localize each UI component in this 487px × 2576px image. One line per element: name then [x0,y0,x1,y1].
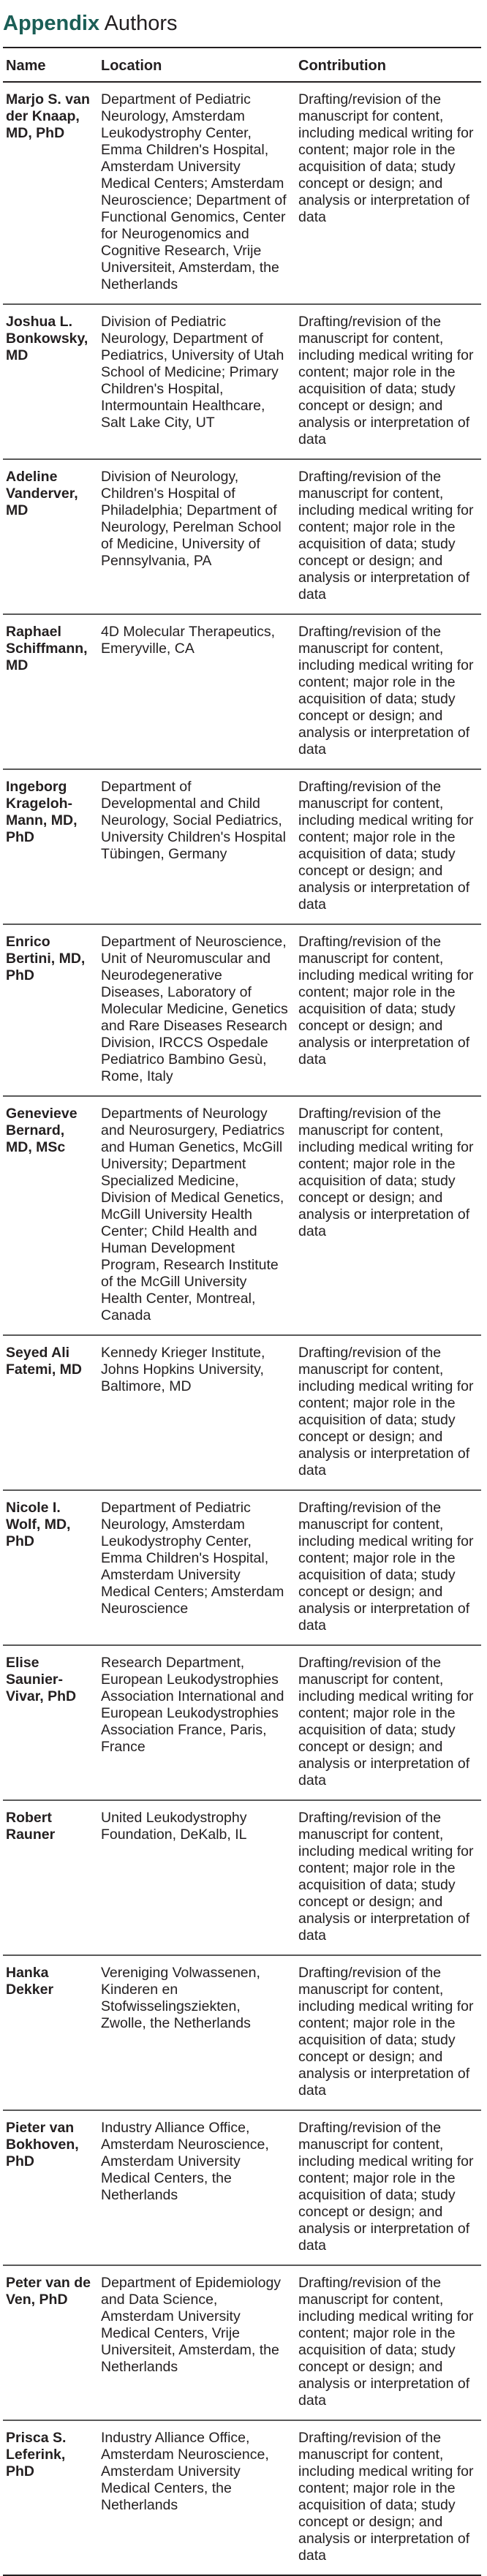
author-contribution: Drafting/revision of the manuscript for content, including medical writing for content; major role in the acquisition of data; study concept or design; and analysis or interpretation of data [295,2110,481,2265]
author-contribution: Drafting/revision of the manuscript for content, including medical writing for content; major role in the acquisition of data; study concept or design; and analysis or interpretation of data [295,924,481,1096]
author-name: Nicole I. Wolf, MD, PhD [3,1490,98,1645]
author-location: Industry Alliance Office, Amsterdam Neuroscience, Amsterdam University Medical Centers, the Netherlands [98,2110,295,2265]
author-contribution: Drafting/revision of the manuscript for content, including medical writing for content; major role in the acquisition of data; study concept or design; and analysis or interpretation of data [295,1335,481,1490]
table-row [3,1645,481,1800]
author-location: Industry Alliance Office, Amsterdam Neuroscience, Amsterdam University Medical Centers, the Netherlands [98,2420,295,2575]
author-name: Elise Saunier-Vivar, PhD [3,1645,98,1800]
table-row [3,1800,481,1955]
author-location: Department of Neuroscience, Unit of Neuromuscular and Neurodegenerative Diseases, Laboratory of Molecular Medicine, Genetics and Rare Diseases Research Division, IRCCS Ospedale Pediatrico Bambino Gesù, Rome, Italy [98,924,295,1096]
authors-label: Authors [104,12,178,35]
author-location: Research Department, European Leukodystrophies Association International and European Leukodystrophies Association France, Paris, France [98,1645,295,1800]
author-name: Ingeborg Krageloh-Mann, MD, PhD [3,769,98,924]
author-location: Vereniging Volwassenen, Kinderen en Stofwisselingsziekten, Zwolle, the Netherlands [98,1955,295,2110]
author-location: Division of Pediatric Neurology, Department of Pediatrics, University of Utah School of Medicine; Primary Children's Hospital, Intermountain Healthcare, Salt Lake City, UT [98,304,295,459]
author-contribution: Drafting/revision of the manuscript for content, including medical writing for content; major role in the acquisition of data; study concept or design; and analysis or interpretation of data [295,2265,481,2420]
column-header-location: Location [98,48,295,82]
table-row [3,1096,481,1335]
author-name: Joshua L. Bonkowsky, MD [3,304,98,459]
author-location: Department of Developmental and Child Neurology, Social Pediatrics, University Children's Hospital Tübingen, Germany [98,769,295,924]
author-contribution: Drafting/revision of the manuscript for content, including medical writing for content; major role in the acquisition of data; study concept or design; and analysis or interpretation of data [295,82,481,304]
table-row [3,304,481,459]
table-row [3,459,481,614]
author-location: Departments of Neurology and Neurosurgery, Pediatrics and Human Genetics, McGill University; Department Specialized Medicine, Division of Medical Genetics, McGill University Health Center; Child Health and Human Development Program, Research Institute of the McGill University Health Center, Montreal, Canada [98,1096,295,1335]
author-name: Marjo S. van der Knaap, MD, PhD [3,82,98,304]
author-contribution: Drafting/revision of the manuscript for content, including medical writing for content; major role in the acquisition of data; study concept or design; and analysis or interpretation of data [295,1800,481,1955]
author-name: Prisca S. Leferink, PhD [3,2420,98,2575]
author-name: Enrico Bertini, MD, PhD [3,924,98,1096]
author-name: Hanka Dekker [3,1955,98,2110]
author-contribution: Drafting/revision of the manuscript for content, including medical writing for content; major role in the acquisition of data; study concept or design; and analysis or interpretation of data [295,1955,481,2110]
author-location: Division of Neurology, Children's Hospital of Philadelphia; Department of Neurology, Perelman School of Medicine, University of Pennsylvania, PA [98,459,295,614]
column-header-contribution: Contribution [295,48,481,82]
author-name: Adeline Vanderver, MD [3,459,98,614]
author-contribution: Drafting/revision of the manuscript for content, including medical writing for content; major role in the acquisition of data; study concept or design; and analysis or interpretation of data [295,614,481,769]
table-row [3,2420,481,2575]
author-location: Department of Pediatric Neurology, Amsterdam Leukodystrophy Center, Emma Children's Hospital, Amsterdam University Medical Centers; Amsterdam Neuroscience [98,1490,295,1645]
table-row [3,1955,481,2110]
author-name: Peter van de Ven, PhD [3,2265,98,2420]
author-location: United Leukodystrophy Foundation, DeKalb, IL [98,1800,295,1955]
author-contribution: Drafting/revision of the manuscript for content, including medical writing for content; major role in the acquisition of data; study concept or design; and analysis or interpretation of data [295,1096,481,1335]
table-row [3,82,481,304]
appendix-header [3,0,481,47]
author-name: Seyed Ali Fatemi, MD [3,1335,98,1490]
table-row [3,924,481,1096]
author-contribution: Drafting/revision of the manuscript for content, including medical writing for content; major role in the acquisition of data; study concept or design; and analysis or interpretation of data [295,2420,481,2575]
table-header-row [3,48,481,82]
column-header-name: Name [3,48,98,82]
authors-table [3,47,481,2576]
author-location: 4D Molecular Therapeutics, Emeryville, CA [98,614,295,769]
table-row [3,769,481,924]
author-name: Raphael Schiffmann, MD [3,614,98,769]
table-row [3,614,481,769]
author-contribution: Drafting/revision of the manuscript for content, including medical writing for content; major role in the acquisition of data; study concept or design; and analysis or interpretation of data [295,1490,481,1645]
author-name: Pieter van Bokhoven, PhD [3,2110,98,2265]
author-location: Department of Pediatric Neurology, Amsterdam Leukodystrophy Center, Emma Children's Hospital, Amsterdam University Medical Centers; Amsterdam Neuroscience; Department of Functional Genomics, Center for Neurogenomics and Cognitive Research, Vrije Universiteit, Amsterdam, the Netherlands [98,82,295,304]
table-row [3,2110,481,2265]
table-row [3,1335,481,1490]
author-location: Kennedy Krieger Institute, Johns Hopkins University, Baltimore, MD [98,1335,295,1490]
author-contribution: Drafting/revision of the manuscript for content, including medical writing for content; major role in the acquisition of data; study concept or design; and analysis or interpretation of data [295,769,481,924]
author-contribution: Drafting/revision of the manuscript for content, including medical writing for content; major role in the acquisition of data; study concept or design; and analysis or interpretation of data [295,304,481,459]
page-title [3,12,178,35]
author-location: Department of Epidemiology and Data Science, Amsterdam University Medical Centers, Vrije Universiteit, Amsterdam, the Netherlands [98,2265,295,2420]
author-contribution: Drafting/revision of the manuscript for content, including medical writing for content; major role in the acquisition of data; study concept or design; and analysis or interpretation of data [295,459,481,614]
author-name: Robert Rauner [3,1800,98,1955]
table-row [3,1490,481,1645]
appendix-label: Appendix [3,12,100,35]
table-row [3,2265,481,2420]
author-contribution: Drafting/revision of the manuscript for content, including medical writing for content; major role in the acquisition of data; study concept or design; and analysis or interpretation of data [295,1645,481,1800]
author-name: Genevieve Bernard, MD, MSc [3,1096,98,1335]
